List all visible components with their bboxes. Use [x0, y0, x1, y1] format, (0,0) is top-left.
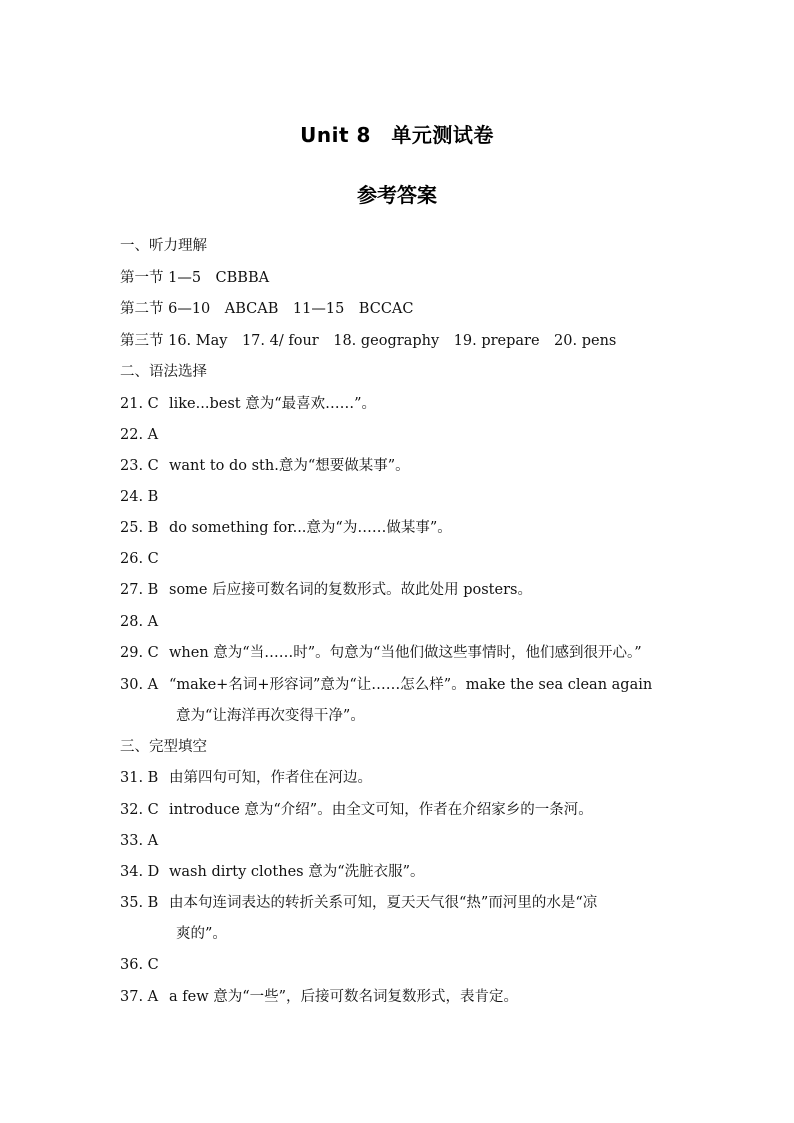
- answer-number: 25. B: [120, 520, 159, 536]
- answer-explanation: introduce 意为“介绍”。由全文可知，作者在介绍家乡的一条河。: [169, 802, 593, 818]
- answer-explanation: a few 意为“一些”，后接可数名词复数形式，表肯定。: [169, 989, 519, 1005]
- answer-explanation: want to do sth.意为“想要做某事”。: [169, 458, 410, 474]
- answer-item: [120, 612, 714, 632]
- answer-number: 37. A: [120, 989, 159, 1005]
- answer-explanation-continued: 意为“让海洋再次变得干净”。: [176, 708, 365, 724]
- answer-item: [120, 768, 714, 788]
- answer-item: [120, 893, 714, 913]
- answer-explanation: 由第四句可知，作者住在河边。: [169, 770, 372, 786]
- listening-part-3: 第三节 16. May 17. 4/ four 18. geography 19. prepare 20. pens: [120, 333, 617, 349]
- answer-item: [120, 580, 714, 600]
- answer-explanation: when 意为“当……时”。句意为“当他们做这些事情时，他们感到很开心。”: [169, 645, 642, 661]
- answer-number: 31. B: [120, 770, 159, 786]
- answer-number: 36. C: [120, 957, 159, 973]
- section-heading-cloze: 三、完型填空: [120, 739, 207, 755]
- answer-number: 26. C: [120, 551, 159, 567]
- section-heading-grammar: 二、语法选择: [120, 364, 207, 380]
- answer-number: 27. B: [120, 582, 159, 598]
- answer-explanation: “make+名词+形容词”意为“让……怎么样”。make the sea clean again: [169, 677, 653, 693]
- answer-item: [120, 643, 714, 663]
- section-heading-listening: 一、听力理解: [120, 238, 207, 254]
- answer-item: [120, 518, 714, 538]
- answer-number: 21. C: [120, 396, 159, 412]
- answer-item: [120, 862, 714, 882]
- answer-number: 22. A: [120, 427, 159, 443]
- answer-item: [120, 831, 714, 851]
- answer-explanation: 由本句连词表达的转折关系可知，夏天天气很“热”而河里的水是“凉: [169, 895, 598, 911]
- answer-item: [120, 394, 714, 414]
- answer-item: [120, 955, 714, 975]
- answer-explanation-continued: 爽的”。: [176, 926, 227, 942]
- document-title: Unit 8 单元测试卷: [300, 123, 494, 147]
- answer-explanation: some 后应接可数名词的复数形式。故此处用 posters。: [169, 582, 532, 598]
- answer-item: [120, 800, 714, 820]
- answer-number: 34. D: [120, 864, 160, 880]
- answer-number: 33. A: [120, 833, 159, 849]
- answer-number: 23. C: [120, 458, 159, 474]
- answer-item: [120, 425, 714, 445]
- answer-item: [120, 487, 714, 507]
- listening-part-1: 第一节 1—5 CBBBA: [120, 270, 270, 286]
- answer-item: [120, 675, 714, 695]
- answer-number: 24. B: [120, 489, 159, 505]
- answer-item: [120, 987, 714, 1007]
- answer-number: 30. A: [120, 677, 159, 693]
- document-subtitle: 参考答案: [357, 183, 437, 207]
- answer-item: [120, 549, 714, 569]
- listening-part-2: 第二节 6—10 ABCAB 11—15 BCCAC: [120, 301, 414, 317]
- answer-explanation: like...best 意为“最喜欢……”。: [169, 396, 377, 412]
- answer-number: 28. A: [120, 614, 159, 630]
- answer-explanation: do something for...意为“为……做某事”。: [169, 520, 452, 536]
- answer-item: [120, 456, 714, 476]
- answer-explanation: wash dirty clothes 意为“洗脏衣服”。: [169, 864, 425, 880]
- answer-number: 29. C: [120, 645, 159, 661]
- answer-number: 35. B: [120, 895, 159, 911]
- answer-number: 32. C: [120, 802, 159, 818]
